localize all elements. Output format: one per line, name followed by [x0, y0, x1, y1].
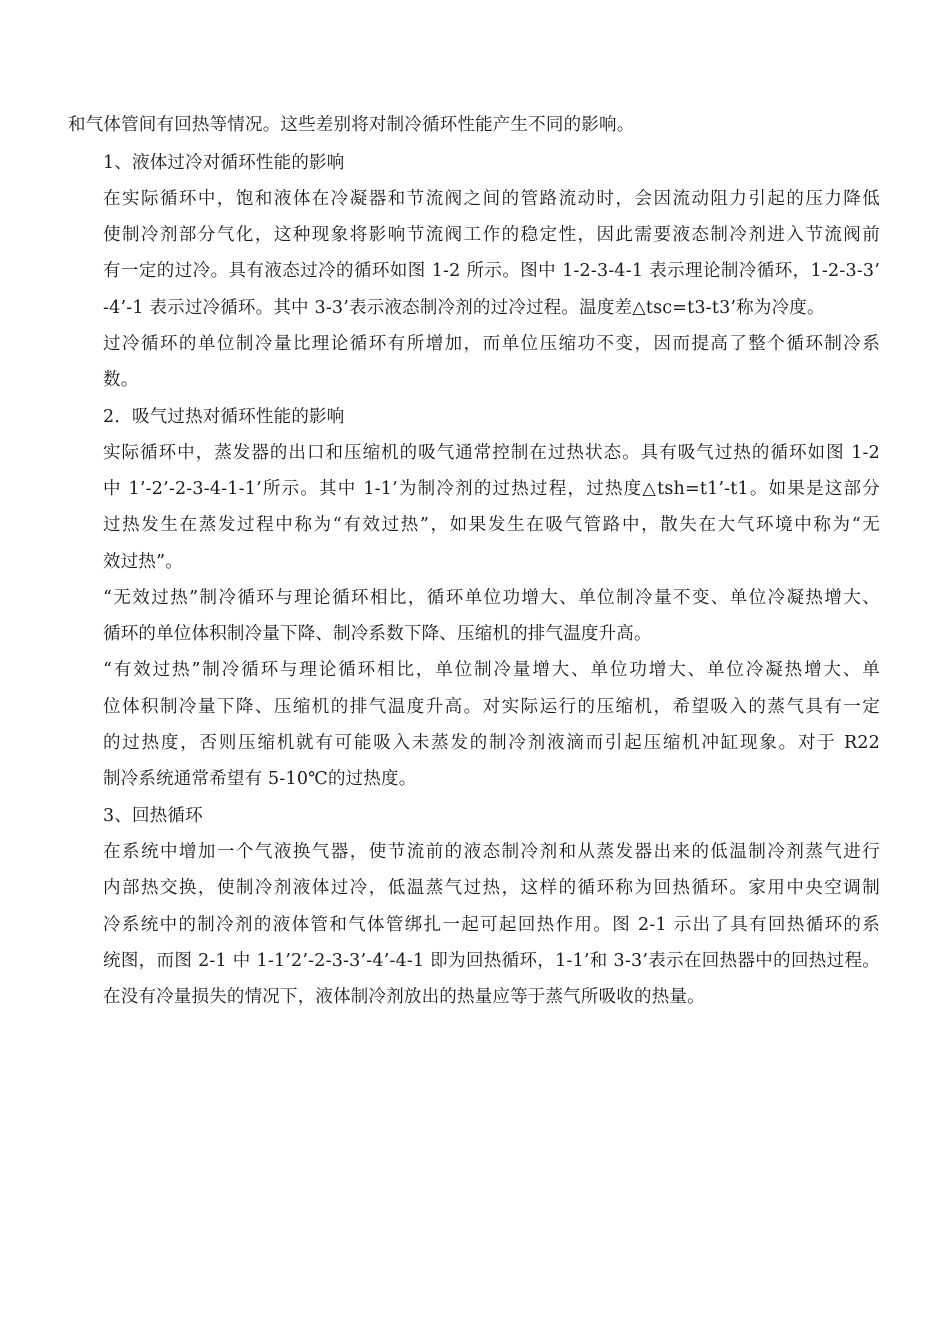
text-line: 在实际循环中，饱和液体在冷凝器和节流阀之间的管路流动时，会因流动阻力引起的压力降低: [103, 189, 880, 209]
text-line: 效过热”。: [103, 552, 183, 572]
text-line: 在没有冷量损失的情况下，液体制冷剂放出的热量应等于蒸气所吸收的热量。: [103, 987, 705, 1007]
text-line: -4’-1 表示过冷循环。其中 3-3’表示液态制冷剂的过冷过程。温度差△tsc=t3-t3’称为冷度。: [103, 298, 825, 318]
text-line: 制冷系统通常希望有 5-10℃的过热度。: [103, 769, 417, 789]
text-line: 循环的单位体积制冷量下降、制冷系数下降、压缩机的排气温度升高。: [103, 624, 652, 644]
text-line: 过热发生在蒸发过程中称为“有效过热”，如果发生在吸气管路中，散失在大气环境中称为“无: [103, 515, 880, 535]
text-line-intro: 和气体管间有回热等情况。这些差别将对制冷循环性能产生不同的影响。: [68, 115, 635, 135]
text-line: 有一定的过冷。具有液态过冷的循环如图 1-2 所示。图中 1-2-3-4-1 表示理论制冷循环，1-2-3-3’: [103, 261, 880, 281]
text-line: 统图，而图 2-1 中 1-1’2’-2-3-3’-4’-4-1 即为回热循环，1-1’和 3-3’表示在回热器中的回热过程。: [103, 951, 880, 971]
text-line: 在系统中增加一个气液换气器，使节流前的液态制冷剂和从蒸发器出来的低温制冷剂蒸气进行: [103, 842, 880, 862]
text-line: “有效过热”制冷循环与理论循环相比，单位制冷量增大、单位功增大、单位冷凝热增大、单: [103, 660, 880, 680]
text-line: 实际循环中，蒸发器的出口和压缩机的吸气通常控制在过热状态。具有吸气过热的循环如图 1-2: [103, 443, 880, 463]
text-line: 过冷循环的单位制冷量比理论循环有所增加，而单位压缩功不变，因而提高了整个循环制冷系: [103, 334, 880, 354]
section-heading-regenerative-cycle: 3、回热循环: [103, 806, 203, 826]
text-line: 数。: [103, 370, 139, 390]
text-line: 内部热交换，使制冷剂液体过冷，低温蒸气过热，这样的循环称为回热循环。家用中央空调制: [103, 878, 880, 898]
text-line: 使制冷剂部分气化，这种现象将影响节流阀工作的稳定性，因此需要液态制冷剂进入节流阀前: [103, 225, 880, 245]
text-line: 的过热度，否则压缩机就有可能吸入未蒸发的制冷剂液滴而引起压缩机冲缸现象。对于 R22: [103, 733, 880, 753]
section-heading-superheat: 2．吸气过热对循环性能的影响: [103, 407, 345, 427]
text-line: 中 1’-2’-2-3-4-1-1’所示。其中 1-1’为制冷剂的过热过程，过热度△tsh=t1’-t1。如果是这部分: [103, 479, 880, 499]
text-line: “无效过热”制冷循环与理论循环相比，循环单位功增大、单位制冷量不变、单位冷凝热增大、: [103, 588, 880, 608]
text-line: 位体积制冷量下降、压缩机的排气温度升高。对实际运行的压缩机，希望吸入的蒸气具有一定: [103, 697, 880, 717]
text-line: 冷系统中的制冷剂的液体管和气体管绑扎一起可起回热作用。图 2-1 示出了具有回热循环的系: [103, 915, 880, 935]
section-heading-subcooling: 1、液体过冷对循环性能的影响: [103, 153, 345, 173]
